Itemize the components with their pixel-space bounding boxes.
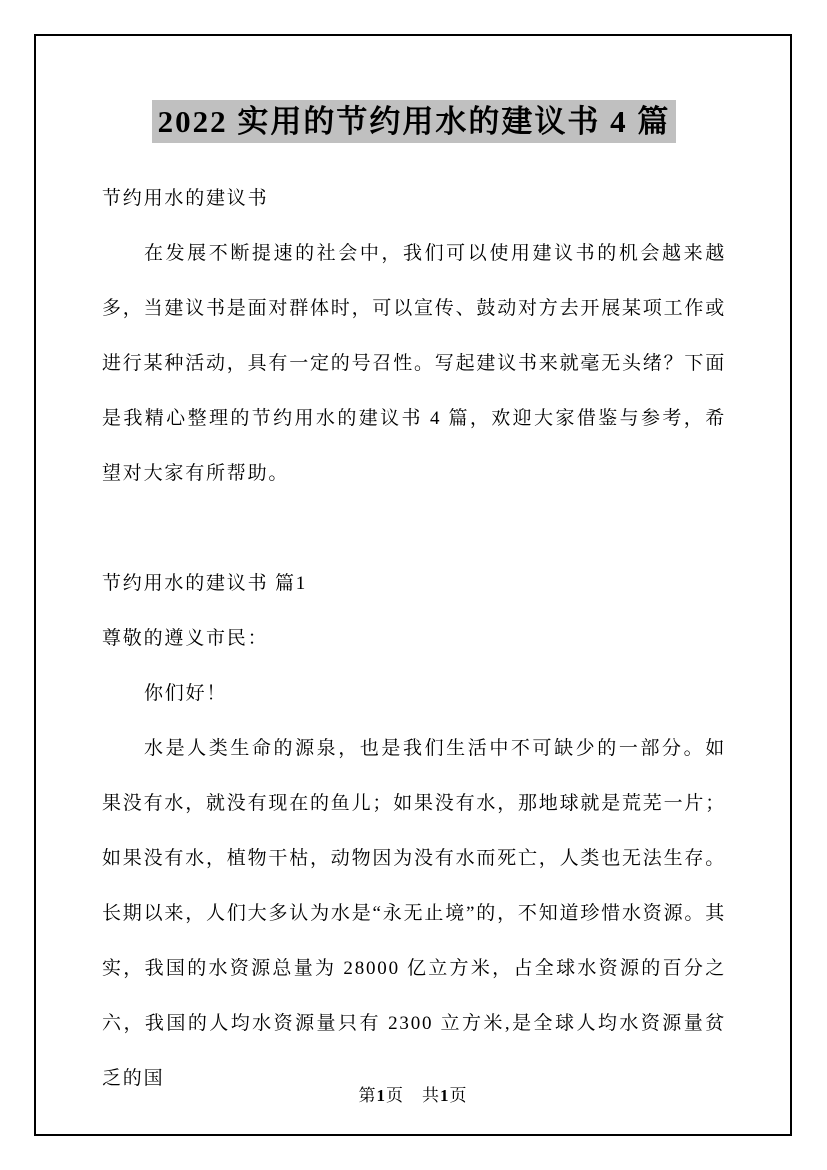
footer-segment: 页 bbox=[386, 1086, 404, 1105]
doc-title bbox=[102, 100, 726, 143]
paragraph: 节约用水的建议书 bbox=[102, 188, 269, 209]
paragraph: 尊敬的遵义市民： bbox=[102, 628, 269, 649]
footer-segment: 页 bbox=[449, 1086, 468, 1105]
document-body bbox=[102, 171, 726, 1106]
paragraph: 水是人类生命的源泉，也是我们生活中不可缺少的一部分。如果没有水，就没有现在的鱼儿；如果没有水，那地球就是荒芜一片；如果没有水，植物干枯，动物因为没有水而死亡，人类也无法生存。长期以来，人们大多认为水是“永无止境”的，不知道珍惜水资源。其实，我国的水资源总量为 28000 亿立方米，占全球水资源的百分之六，我国的人均水资源量只有 2300 立方米,是全球人均水资源量贫乏的国 bbox=[102, 738, 727, 1089]
paragraph: 你们好！ bbox=[144, 683, 228, 704]
footer-segment bbox=[404, 1086, 422, 1105]
doc-title-highlight: 2022 实用的节约用水的建议书 4 篇 bbox=[152, 100, 677, 143]
paragraph: 节约用水的建议书 篇1 bbox=[102, 573, 308, 594]
footer-segment: 1 bbox=[376, 1086, 386, 1105]
paragraph: 在发展不断提速的社会中，我们可以使用建议书的机会越来越多，当建议书是面对群体时，可以宣传、鼓动对方去开展某项工作或进行某种活动，具有一定的号召性。写起建议书来就毫无头绪？下面是我精心整理的节约用水的建议书 4 篇，欢迎大家借鉴与参考，希望对大家有所帮助。 bbox=[102, 243, 727, 484]
footer-segment: 1 bbox=[440, 1086, 450, 1105]
document-page bbox=[34, 34, 792, 1136]
page-footer bbox=[36, 1081, 790, 1106]
footer-segment: 第 bbox=[358, 1086, 377, 1105]
paragraph-spacer bbox=[102, 501, 726, 556]
footer-segment: 共 bbox=[422, 1086, 440, 1105]
